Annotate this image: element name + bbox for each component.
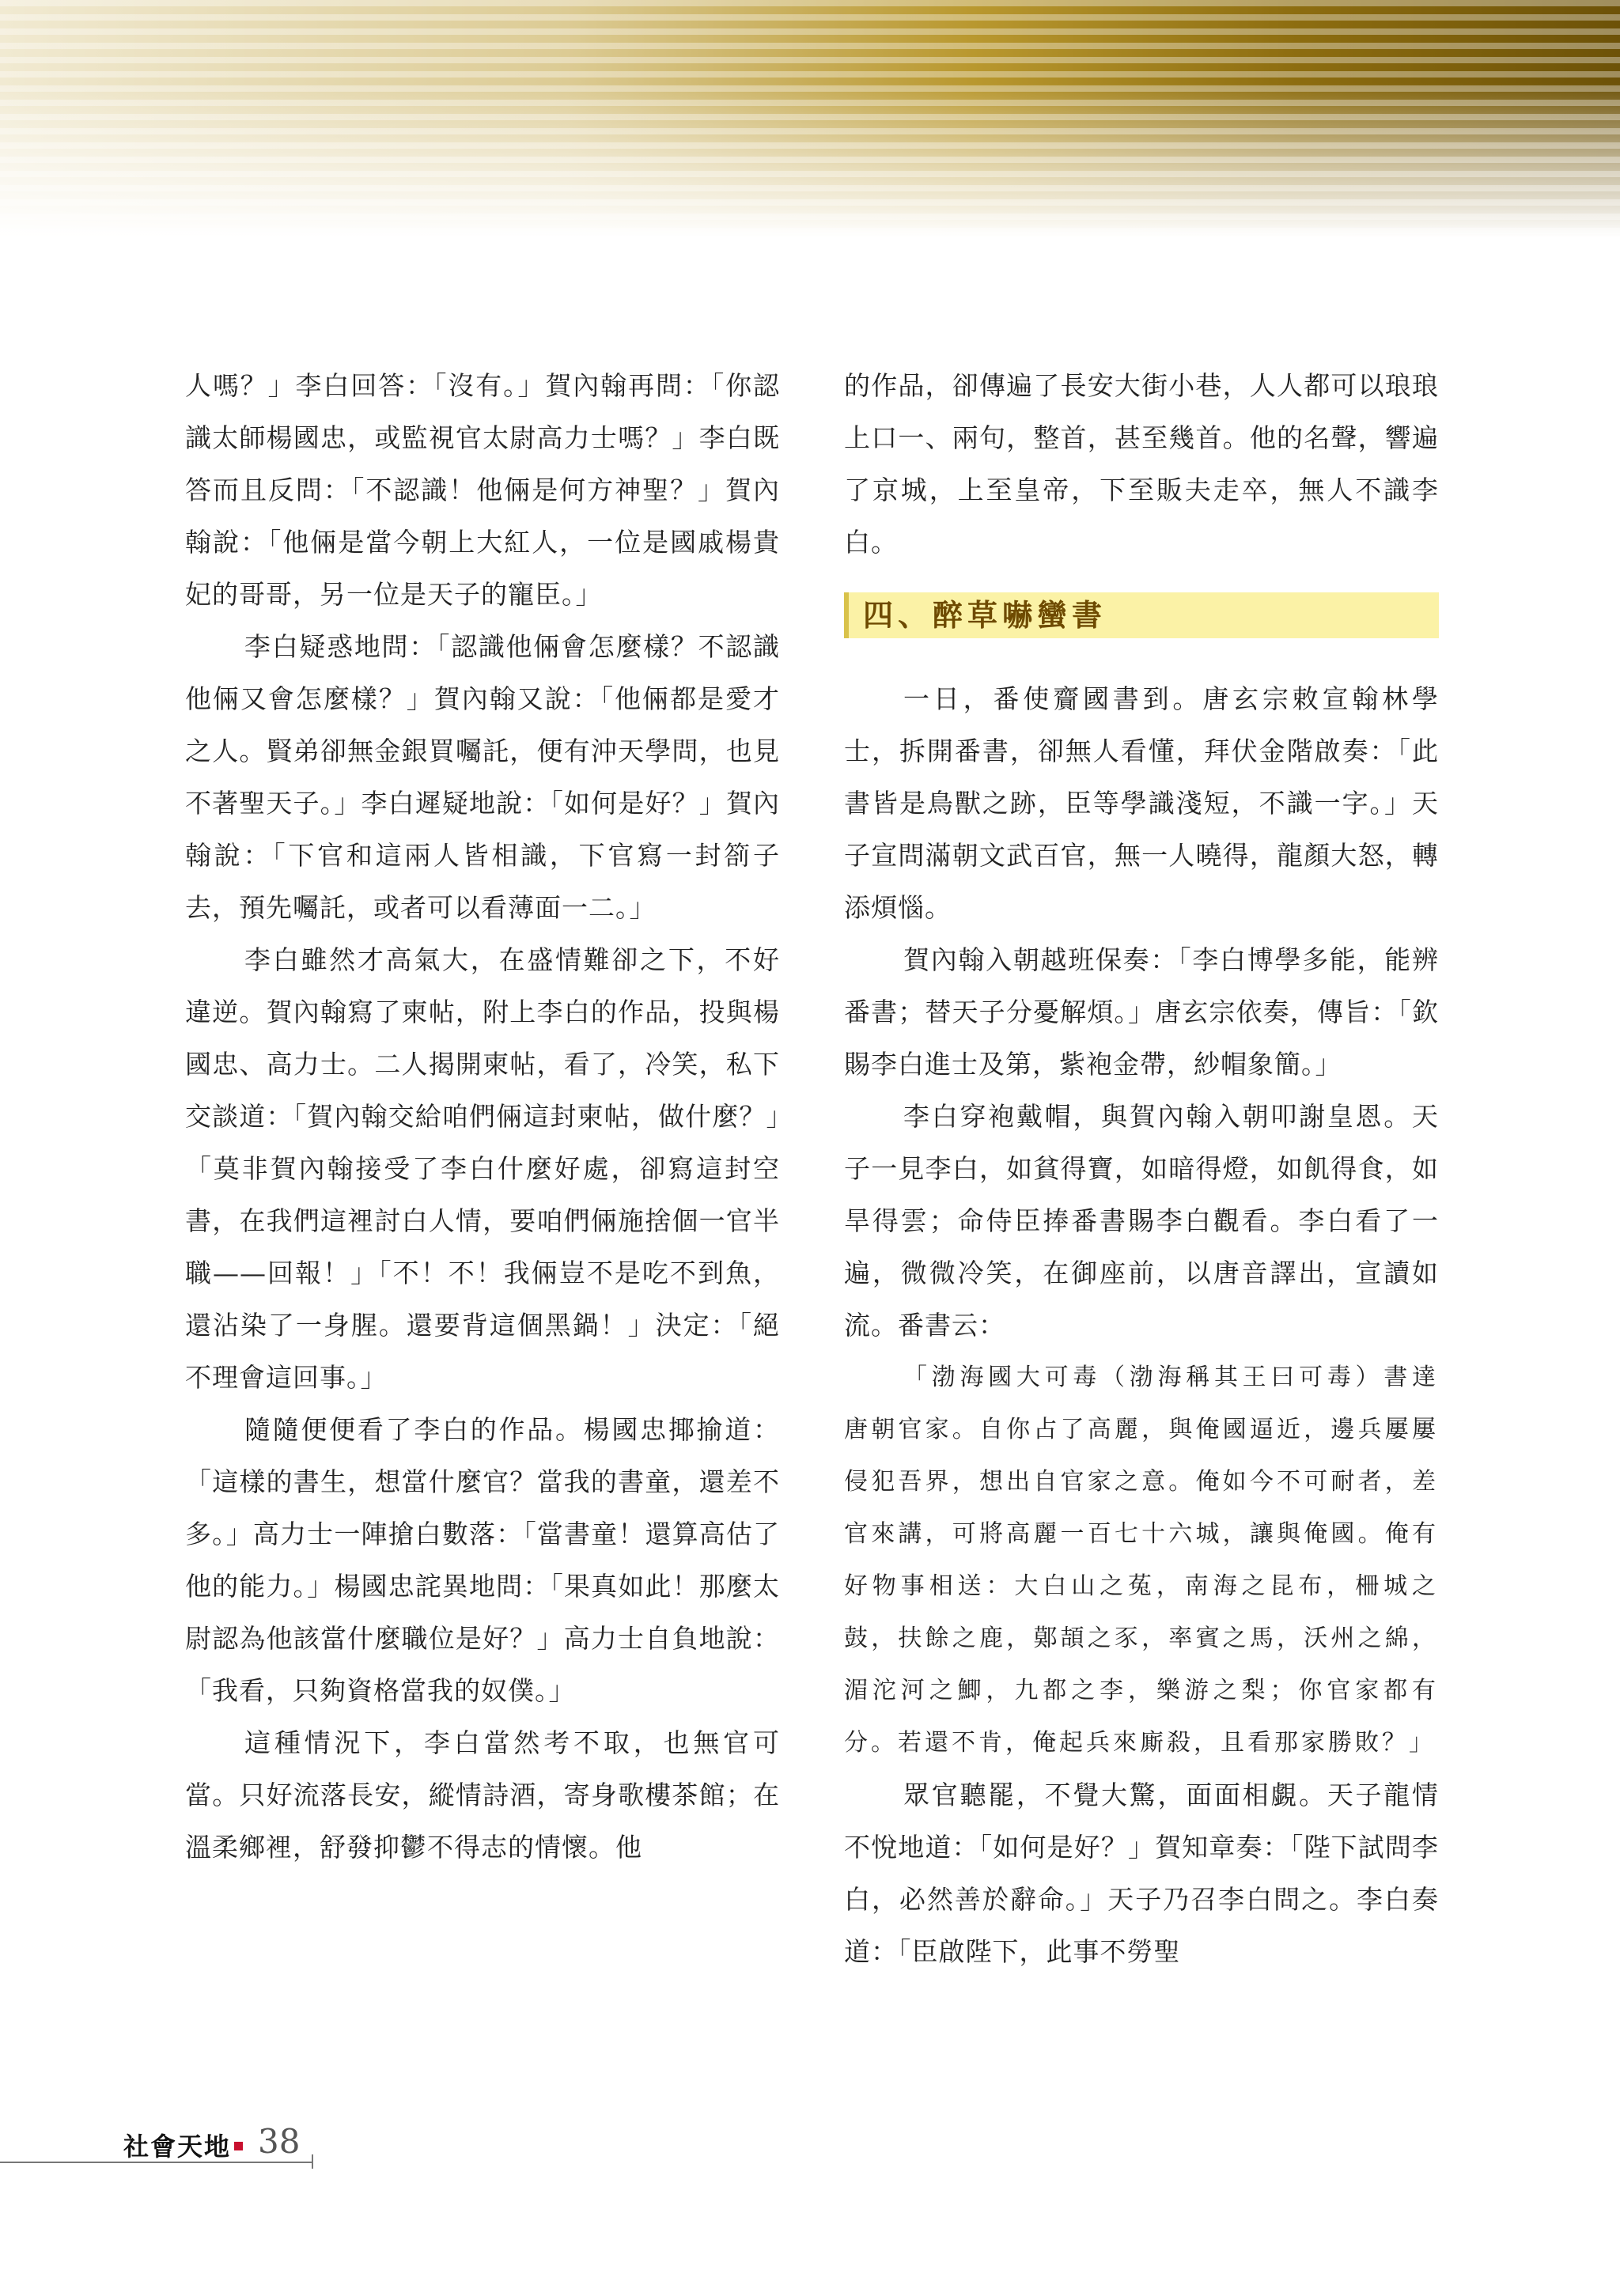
section-heading: 四、醉草嚇蠻書 [844, 592, 1439, 638]
left-text-column [185, 360, 780, 1874]
body-paragraph: 李白疑惑地問：「認識他倆會怎麼樣？不認識他倆又會怎麼樣？」賀內翰又說：「他倆都是愛才之人。賢弟卻無金銀買囑託，便有沖天學問，也見不著聖天子。」李白遲疑地說：「如何是好？」賀內翰說：「下官和這兩人皆相識，下官寫一封箚子去，預先囑託，或者可以看薄面一二。」 [185, 631, 780, 923]
quoted-letter: 「渤海國大可毒（渤海稱其王曰可毒）書達唐朝官家。自你占了高麗，與俺國逼近，邊兵屢屢侵犯吾界，想出自官家之意。俺如今不可耐者，差官來講，可將高麗一百七十六城，讓與俺國。俺有好物事相送：大白山之菟，南海之昆布，柵城之鼓，扶餘之鹿，鄚頡之豕，率賓之馬，沃州之綿，湄沱河之鯽，九都之李，樂游之梨；你官家都有分。若還不肯，俺起兵來廝殺，且看那家勝敗？」 [844, 1364, 1439, 1757]
page-footer [0, 2122, 316, 2183]
body-paragraph: 賀內翰入朝越班保奏：「李白博學多能，能辨番書；替天子分憂解煩。」唐玄宗依奏，傳旨：「欽賜李白進士及第，紫袍金帶，紗帽象簡。」 [844, 944, 1439, 1080]
body-paragraph: 的作品，卻傳遍了長安大街小巷，人人都可以琅琅上口一、兩句，整首，甚至幾首。他的名聲，響遍了京城，上至皇帝，下至販夫走卒，無人不識李白。 [844, 370, 1439, 558]
body-paragraph: 這種情況下，李白當然考不取，也無官可當。只好流落長安，縱情詩酒，寄身歌樓茶館；在溫柔鄉裡，舒發抑鬱不得志的情懷。他 [185, 1727, 780, 1863]
body-paragraph: 李白穿袍戴帽，與賀內翰入朝叩謝皇恩。天子一見李白，如貧得寶，如暗得燈，如飢得食，如旱得雲；命侍臣捧番書賜李白觀看。李白看了一遍，微微冷笑，在御座前，以唐音譯出，宣讀如流。番書云： [844, 1101, 1439, 1341]
body-paragraph: 一日，番使齎國書到。唐玄宗敕宣翰林學士，拆開番書，卻無人看懂，拜伏金階啟奏：「此書皆是鳥獸之跡，臣等學識淺短，不識一字。」天子宣問滿朝文武百官，無一人曉得，龍顏大怒，轉添煩惱。 [844, 683, 1439, 923]
header-decorative-band [0, 0, 1620, 237]
page-number: 38 [258, 2122, 301, 2161]
body-paragraph: 隨隨便便看了李白的作品。楊國忠揶揄道：「這樣的書生，想當什麼官？當我的書童，還差不多。」高力士一陣搶白數落：「當書童！還算高估了他的能力。」楊國忠詫異地問：「果真如此！那麼太尉認為他該當什麼職位是好？」高力士自負地說：「我看，只夠資格當我的奴僕。」 [185, 1414, 780, 1706]
footer-rule [0, 2162, 313, 2163]
body-paragraph: 李白雖然才高氣大，在盛情難卻之下，不好違逆。賀內翰寫了柬帖，附上李白的作品，投與楊國忠、高力士。二人揭開柬帖，看了，冷笑，私下交談道：「賀內翰交給咱們倆這封柬帖，做什麼？」「莫非賀內翰接受了李白什麼好處，卻寫這封空書，在我們這裡討白人情，要咱們倆施捨個一官半職——回報！」「不！不！我倆豈不是吃不到魚，還沾染了一身腥。還要背這個黑鍋！」決定：「絕不理會這回事。」 [185, 944, 780, 1393]
publication-name: 社會天地 [123, 2131, 232, 2162]
red-square-marker-icon [234, 2142, 243, 2150]
body-paragraph: 眾官聽罷，不覺大驚，面面相覷。天子龍情不悅地道：「如何是好？」賀知章奏：「陛下試問李白，必然善於辭命。」天子乃召李白問之。李白奏道：「臣啟陛下，此事不勞聖 [844, 1780, 1439, 1967]
body-paragraph: 人嗎？」李白回答：「沒有。」賀內翰再問：「你認識太師楊國忠，或監視官太尉高力士嗎？」李白既答而且反問：「不認識！他倆是何方神聖？」賀內翰說：「他倆是當今朝上大紅人，一位是國戚楊貴妃的哥哥，另一位是天子的寵臣。」 [185, 370, 780, 610]
footer-rule-tick [312, 2154, 313, 2169]
right-text-column [844, 360, 1439, 1978]
